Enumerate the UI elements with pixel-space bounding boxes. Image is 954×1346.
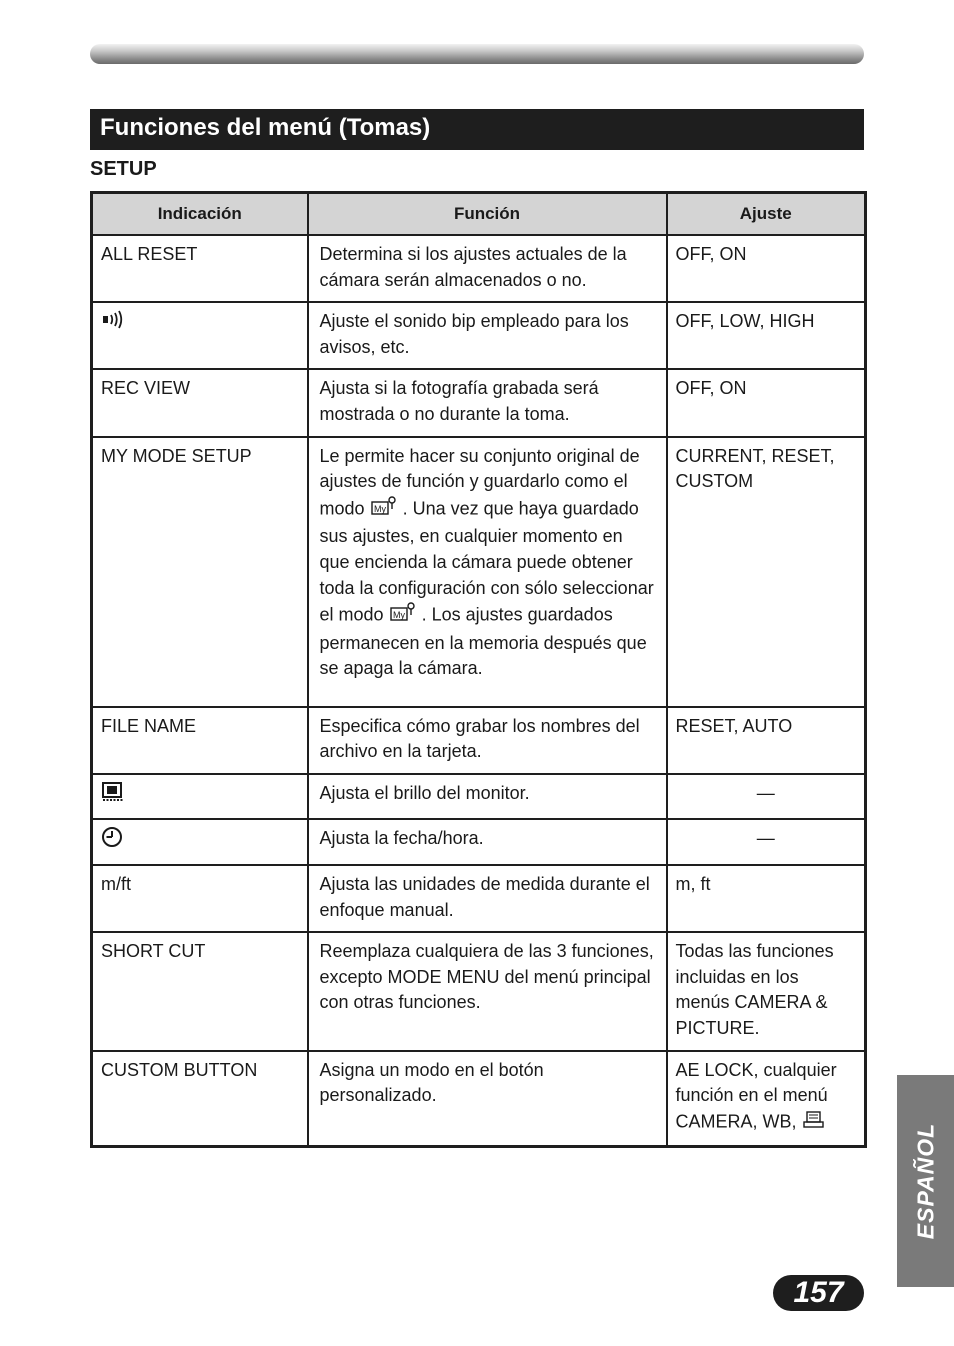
funcion-text-part: . Una vez que haya guardado sus ajustes, en cualquier momento en que encienda la cámara puede obtener toda la configuración con sólo seleccionar el modo [319,498,654,625]
funcion-text-part: Le permite hacer su conjunto original de ajustes de función y guardarlo como el modo [319,445,640,519]
language-label: ESPAÑOL [912,1122,938,1240]
table-row [92,437,866,707]
table-row [92,1051,866,1147]
cell-ajuste: Todas las funciones incluidas en los menús CAMERA & PICTURE. [667,932,866,1050]
cell-indicacion: FILE NAME [92,707,308,774]
table-header-row [92,193,866,236]
cell-funcion: Determina si los ajustes actuales de la cámara serán almacenados o no. [308,235,667,302]
cell-ajuste: OFF, ON [667,369,866,436]
beep-sound-icon [101,309,125,337]
table-row [92,865,866,932]
language-tab [897,1075,954,1287]
column-header-funcion: Función [308,193,667,236]
setup-table [90,191,867,1148]
sub-title: SETUP [90,158,157,180]
cell-funcion: Ajusta si la fotografía grabada será mostrada o no durante la toma. [308,369,667,436]
cell-ajuste: OFF, LOW, HIGH [667,302,866,369]
cell-ajuste: CURRENT, RESET, CUSTOM [667,437,866,707]
cell-funcion: Asigna un modo en el botón personalizado. [308,1051,667,1147]
cell-indicacion: SHORT CUT [92,932,308,1050]
cell-funcion: Reemplaza cualquiera de las 3 funciones, excepto MODE MENU del menú principal con otras funciones. [308,932,667,1050]
cell-funcion [308,437,667,707]
section-title: Funciones del menú (Tomas) [90,109,864,150]
cell-indicacion [92,302,308,369]
svg-text:My: My [392,610,405,621]
cell-ajuste: — [667,774,866,820]
cell-funcion: Ajusta el brillo del monitor. [308,774,667,820]
column-header-indicacion: Indicación [92,193,308,236]
cell-indicacion: CUSTOM BUTTON [92,1051,308,1147]
print-order-icon [802,1109,826,1137]
table-row [92,235,866,302]
table-row [92,302,866,369]
ajuste-text: AE LOCK, cualquier función en el menú CAMERA, WB, [675,1059,837,1132]
cell-indicacion: REC VIEW [92,369,308,436]
funcion-text-part: . Los ajustes guardados permanecen en la memoria después que se apaga la cámara. [319,604,647,679]
cell-funcion: Especifica cómo grabar los nombres del archivo en la tarjeta. [308,707,667,774]
cell-ajuste [667,1051,866,1147]
table-row [92,819,866,865]
svg-text:My: My [373,503,386,514]
my-mode-icon [370,495,398,525]
cell-ajuste: RESET, AUTO [667,707,866,774]
cell-ajuste: — [667,819,866,865]
cell-indicacion [92,774,308,820]
cell-indicacion: MY MODE SETUP [92,437,308,707]
monitor-brightness-icon [101,781,125,811]
clock-icon [101,826,125,856]
page-number: 157 [773,1275,864,1311]
header-decorative-bar [90,44,864,64]
cell-ajuste: m, ft [667,865,866,932]
column-header-ajuste: Ajuste [667,193,866,236]
table-row [92,774,866,820]
cell-indicacion: m/ft [92,865,308,932]
cell-ajuste: OFF, ON [667,235,866,302]
cell-funcion: Ajusta las unidades de medida durante el enfoque manual. [308,865,667,932]
table-row [92,932,866,1050]
table-row [92,707,866,774]
cell-indicacion [92,819,308,865]
my-mode-icon [389,601,417,631]
table-row [92,369,866,436]
cell-indicacion: ALL RESET [92,235,308,302]
cell-funcion: Ajuste el sonido bip empleado para los avisos, etc. [308,302,667,369]
cell-funcion: Ajusta la fecha/hora. [308,819,667,865]
